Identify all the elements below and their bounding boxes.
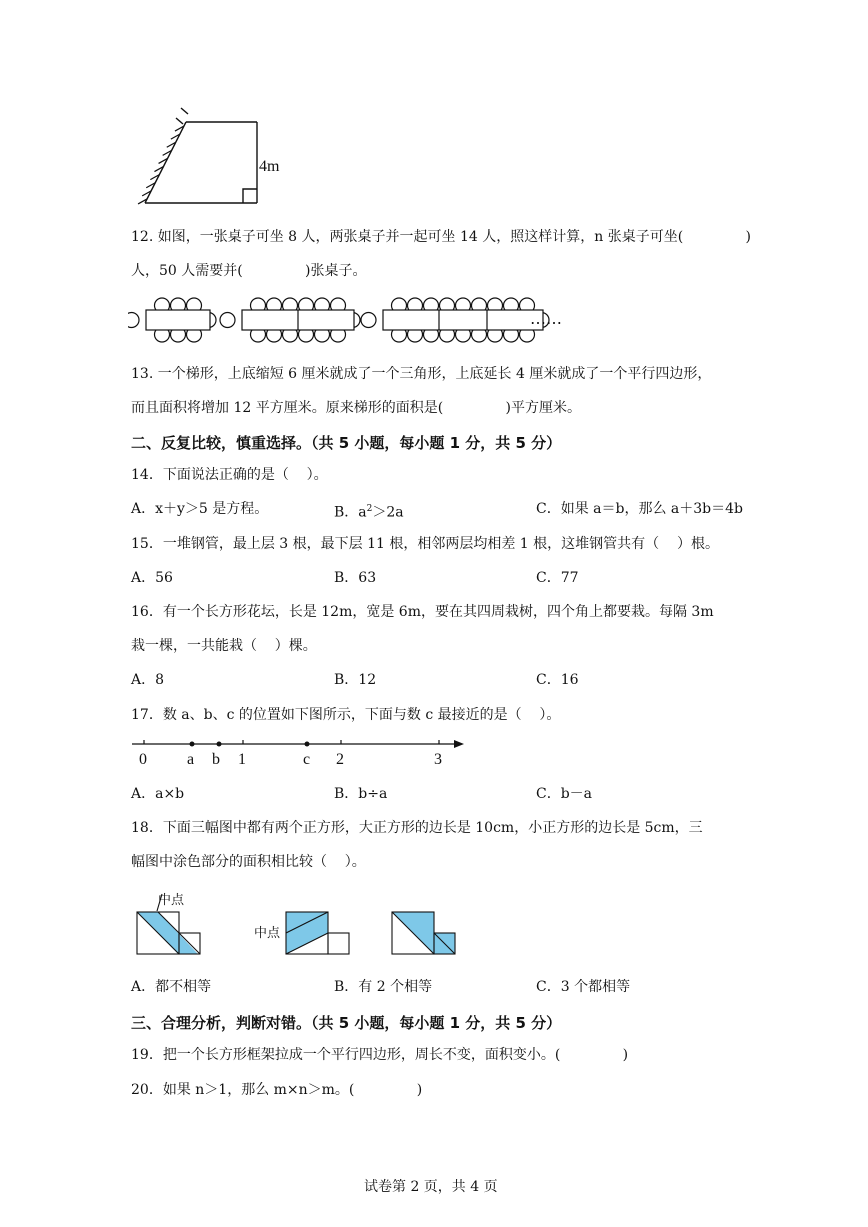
q15-option-a[interactable]: A．56 — [131, 570, 173, 586]
q18-option-b[interactable]: B．有 2 个相等 — [334, 979, 433, 995]
q14-option-c[interactable]: C．如果 a＝b，那么 a＋3b＝4b — [536, 501, 744, 517]
q18-option-a[interactable]: A．都不相等 — [131, 979, 212, 995]
table-rect — [383, 310, 543, 330]
numberline-label-2: 2 — [336, 751, 344, 768]
number-line — [128, 732, 478, 772]
square-figure-2 — [254, 912, 349, 954]
height-label: 4m — [259, 158, 280, 175]
q13-line2: 而且面积将增加 12 平方厘米。原来梯形的面积是( )平方厘米。 — [131, 400, 581, 416]
numberline-label-c: c — [303, 751, 311, 768]
square-figure-3 — [392, 912, 455, 954]
numberline-label-1: 1 — [238, 751, 246, 768]
q12-line1: 12. 如图，一张桌子可坐 8 人，两张桌子并一起可坐 14 人，照这样计算，n 张桌子可坐( ) — [131, 229, 751, 245]
squares-figures — [128, 886, 468, 960]
seat-circle — [128, 313, 139, 328]
numberline-label-a: a — [187, 751, 195, 768]
section-2-title: 二、反复比较，慎重选择。（共 5 小题，每小题 1 分，共 5 分） — [131, 434, 562, 452]
tables-figure — [128, 292, 588, 344]
q16-line1: 16．有一个长方形花坛，长是 12m，宽是 6m，要在其四周栽树，四个角上都要栽。每隔 3m — [131, 604, 714, 620]
q18-line1: 18．下面三幅图中都有两个正方形，大正方形的边长是 10cm，小正方形的边长是 5cm，三 — [131, 820, 703, 836]
q19-stem: 19．把一个长方形框架拉成一个平行四边形，周长不变，面积变小。( ) — [131, 1047, 629, 1063]
square-figure-1 — [137, 892, 200, 954]
seat-circle — [361, 313, 376, 328]
q16-option-c[interactable]: C．16 — [536, 672, 579, 688]
q16-option-a[interactable]: A．8 — [131, 672, 165, 688]
q15-stem: 15．一堆钢管，最上层 3 根，最下层 11 根，相邻两层均相差 1 根，这堆钢管共有（ ）根。 — [131, 536, 719, 552]
q16-line2: 栽一棵，一共能栽（ ）棵。 — [131, 638, 317, 654]
q18-line2: 幅图中涂色部分的面积相比较（ ）。 — [131, 854, 366, 870]
midpoint-label-2: 中点 — [254, 926, 281, 941]
q15-option-b[interactable]: B．63 — [334, 570, 377, 586]
ellipsis: …… — [530, 309, 562, 328]
q17-stem: 17．数 a、b、c 的位置如下图所示，下面与数 c 最接近的是（ ）。 — [131, 707, 561, 723]
q14-option-b[interactable]: B．$a^2>2a$ — [334, 504, 404, 521]
seat-circle — [220, 313, 235, 328]
midpoint-label-1: 中点 — [158, 893, 185, 908]
q17-option-c[interactable]: C．b－a — [536, 786, 593, 802]
q15-option-c[interactable]: C．77 — [536, 570, 579, 586]
q14-option-a[interactable]: A．x＋y＞5 是方程。 — [131, 501, 269, 517]
numberline-label-b: b — [212, 751, 220, 768]
q13-line1: 13. 一个梯形，上底缩短 6 厘米就成了一个三角形，上底延长 4 厘米就成了一个平行四边形， — [131, 366, 712, 382]
q12-line2: 人，50 人需要并( )张桌子。 — [131, 263, 367, 279]
trapezoid-wall-figure — [128, 104, 298, 206]
q17-option-b[interactable]: B．b÷a — [334, 786, 388, 802]
q20-stem: 20．如果 n＞1，那么 m×n＞m。( ) — [131, 1082, 423, 1098]
numberline-label-0: 0 — [139, 751, 147, 768]
section-3-title: 三、合理分析，判断对错。（共 5 小题，每小题 1 分，共 5 分） — [131, 1014, 562, 1032]
q17-option-a[interactable]: A．a×b — [131, 786, 185, 802]
q18-option-c[interactable]: C．3 个都相等 — [536, 979, 631, 995]
page-footer: 试卷第 2 页，共 4 页 — [364, 1179, 498, 1195]
table-rect — [146, 310, 210, 330]
q16-option-b[interactable]: B．12 — [334, 672, 377, 688]
numberline-label-3: 3 — [434, 751, 442, 768]
q14-stem: 14．下面说法正确的是（ ）。 — [131, 467, 328, 483]
